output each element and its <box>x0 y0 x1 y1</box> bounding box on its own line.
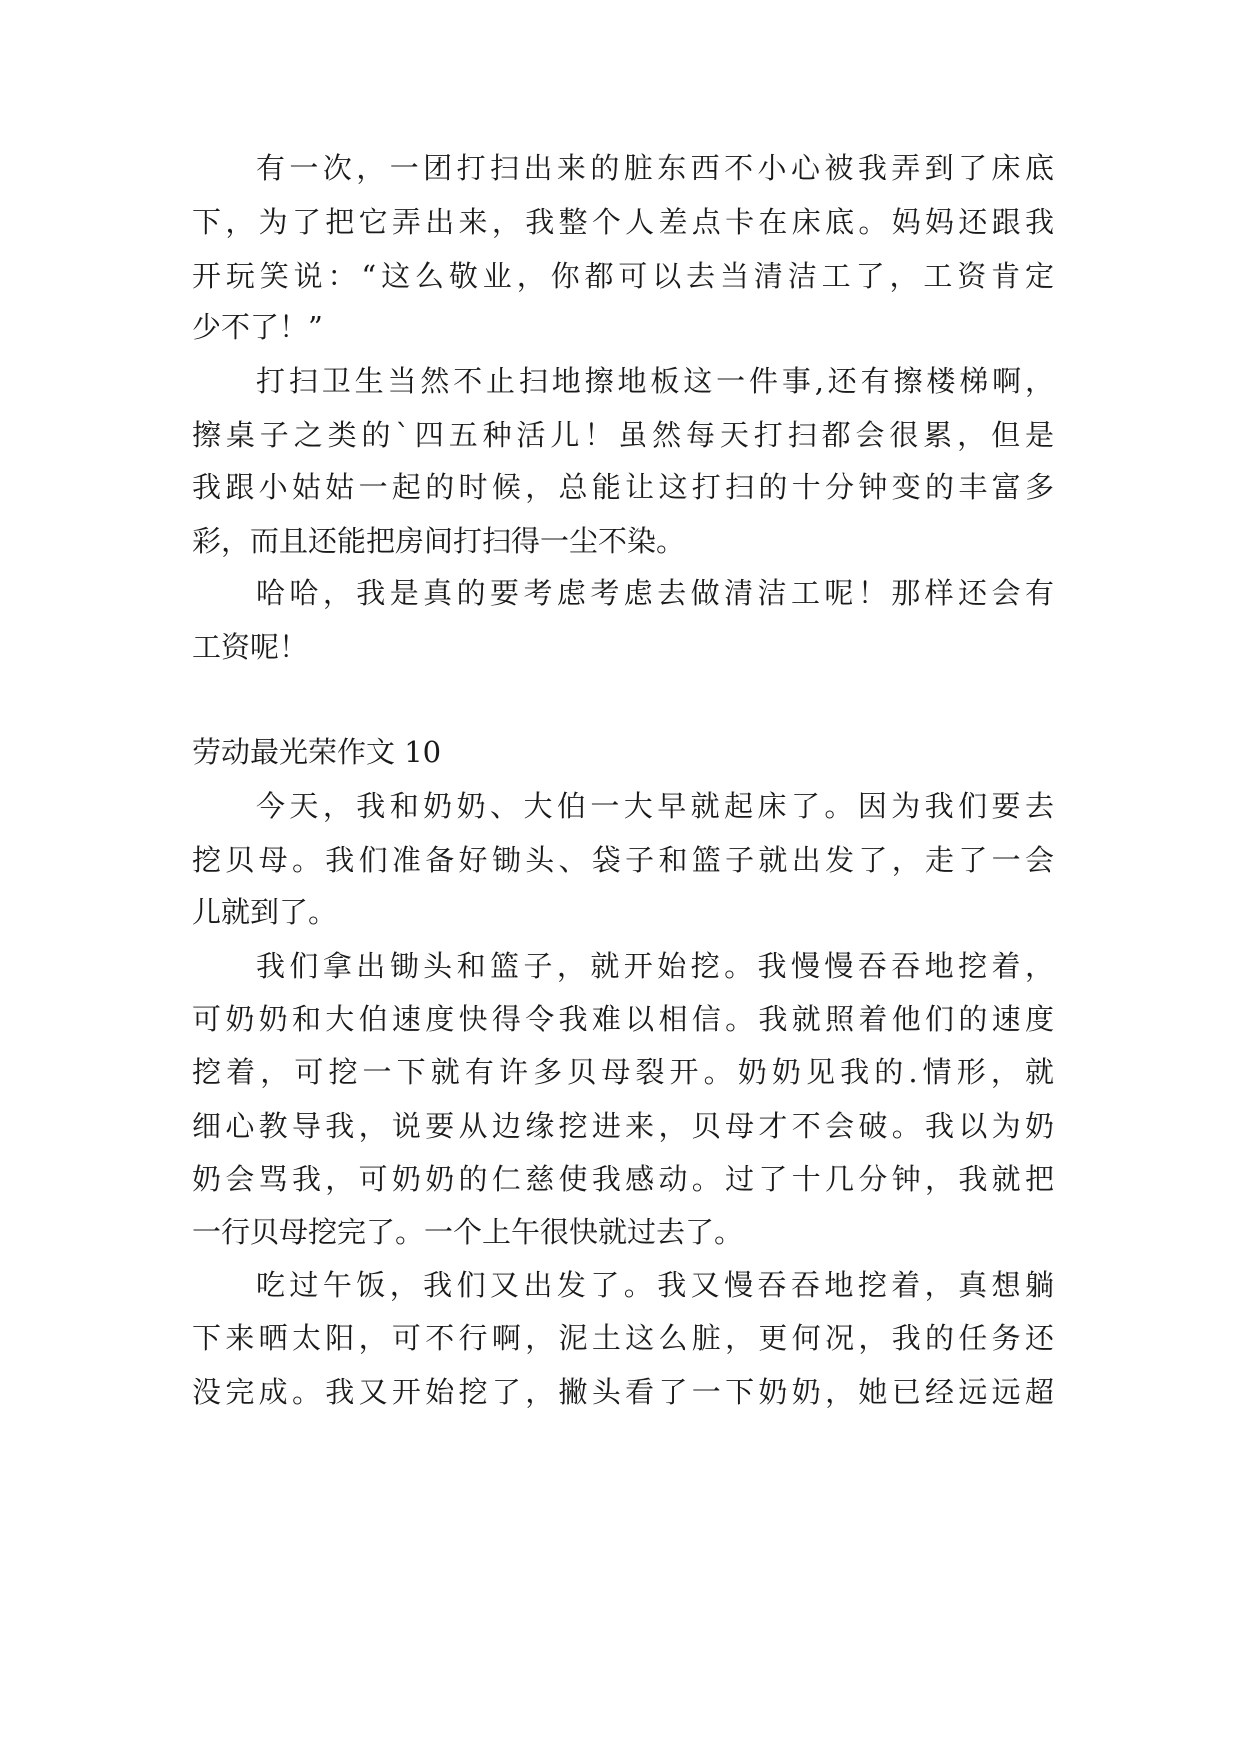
paragraph-3-line-1: 哈哈，我是真的要考虑考虑去做清洁工呢！那样还会有 <box>256 576 1054 610</box>
paragraph-2-line-4: 彩，而且还能把房间打扫得一尘不染。 <box>192 524 686 558</box>
paragraph-5-line-6: 一行贝母挖完了。一个上午很快就过去了。 <box>192 1215 744 1249</box>
paragraph-5-line-3: 挖着，可挖一下就有许多贝母裂开。奶奶见我的.情形，就 <box>192 1055 1054 1089</box>
paragraph-1-line-2: 下，为了把它弄出来，我整个人差点卡在床底。妈妈还跟我 <box>192 205 1054 239</box>
paragraph-6-line-2: 下来晒太阳，可不行啊，泥土这么脏，更何况，我的任务还 <box>192 1321 1054 1355</box>
essay-heading: 劳动最光荣作文 10 <box>192 735 442 769</box>
paragraph-2-line-3: 我跟小姑姑一起的时候，总能让这打扫的十分钟变的丰富多 <box>192 470 1054 504</box>
paragraph-5-line-5: 奶会骂我，可奶奶的仁慈使我感动。过了十几分钟，我就把 <box>192 1162 1054 1196</box>
paragraph-6-line-1: 吃过午饭，我们又出发了。我又慢吞吞地挖着，真想躺 <box>256 1268 1054 1302</box>
paragraph-4-line-1: 今天，我和奶奶、大伯一大早就起床了。因为我们要去 <box>256 789 1054 823</box>
paragraph-4-line-2: 挖贝母。我们准备好锄头、袋子和篮子就出发了，走了一会 <box>192 843 1054 877</box>
paragraph-1-line-3: 开玩笑说：“这么敬业，你都可以去当清洁工了，工资肯定 <box>192 259 1054 293</box>
paragraph-2-line-2: 擦桌子之类的`四五种活儿！虽然每天打扫都会很累，但是 <box>192 418 1054 452</box>
paragraph-3-line-2: 工资呢！ <box>192 630 309 664</box>
paragraph-4-line-3: 儿就到了。 <box>192 895 338 929</box>
paragraph-1-line-1: 有一次，一团打扫出来的脏东西不小心被我弄到了床底 <box>256 151 1054 185</box>
paragraph-1-line-4: 少不了！” <box>192 310 323 344</box>
paragraph-5-line-4: 细心教导我，说要从边缘挖进来，贝母才不会破。我以为奶 <box>192 1109 1054 1143</box>
paragraph-2-line-1: 打扫卫生当然不止扫地擦地板这一件事,还有擦楼梯啊， <box>256 364 1054 398</box>
paragraph-6-line-3: 没完成。我又开始挖了，撇头看了一下奶奶，她已经远远超 <box>192 1375 1054 1409</box>
paragraph-5-line-2: 可奶奶和大伯速度快得令我难以相信。我就照着他们的速度 <box>192 1002 1054 1036</box>
paragraph-5-line-1: 我们拿出锄头和篮子，就开始挖。我慢慢吞吞地挖着， <box>256 949 1054 983</box>
